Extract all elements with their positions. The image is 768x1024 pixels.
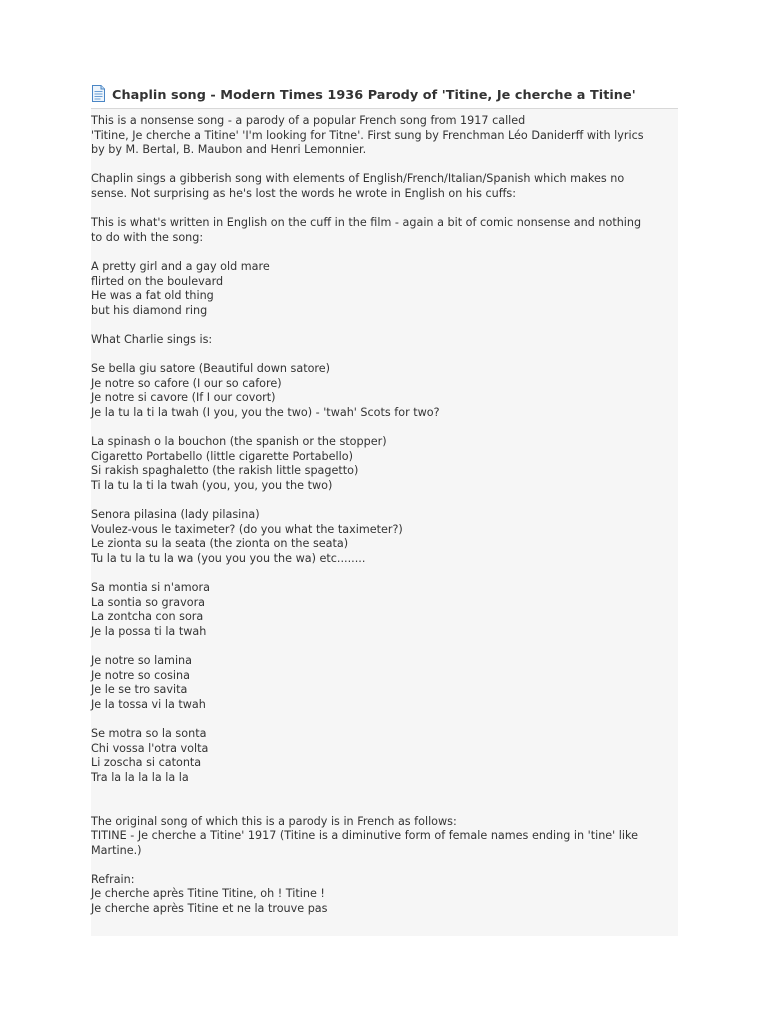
verse [91, 581, 676, 639]
lyric-line: A pretty girl and a gay old mare [91, 259, 270, 273]
lyric-line: Se bella giu satore (Beautiful down satore) [91, 362, 331, 376]
lyric-line: Je la tu la ti la twah (I you, you the two) - 'twah' Scots for two? [91, 405, 440, 419]
lyric-line: Je cherche après Titine et ne la trouve pas [91, 902, 328, 916]
lyric-line: Je notre so cafore (I our so cafore) [91, 376, 282, 390]
lyric-line: Sa montia si n'amora [91, 581, 210, 594]
verse [91, 654, 676, 712]
lyric-line: Se motra so la sonta [91, 726, 207, 740]
lyric-line: Je cherche après Titine Titine, oh ! Titine ! [91, 887, 325, 901]
text-line: Martine.) [91, 843, 142, 857]
lyric-line: Voulez-vous le taximeter? (do you what the taximeter?) [91, 522, 403, 536]
intro-paragraph [91, 114, 676, 158]
original-paragraph [91, 815, 676, 859]
text-line: by by M. Bertal, B. Maubon and Henri Lemonnier. [91, 143, 367, 157]
verse [91, 727, 676, 785]
sings-intro [91, 333, 676, 348]
lyric-line: La sontia so gravora [91, 595, 206, 609]
lyric-line: Chi vossa l'otra volta [91, 741, 209, 755]
lyric-line: Le zionta su la seata (the zionta on the seata) [91, 537, 349, 551]
lyric-line: Je notre si cavore (If I our covort) [91, 391, 276, 405]
document-icon [92, 85, 105, 102]
lyric-line: but his diamond ring [91, 303, 208, 317]
post-body [91, 109, 678, 936]
lyric-line: Si rakish spaghaletto (the rakish little spagetto) [91, 464, 359, 478]
post [91, 82, 678, 936]
verse [91, 362, 676, 420]
text-line: The original song of which this is a parody is in French as follows: [91, 814, 457, 828]
lyric-line: La spinash o la bouchon (the spanish or the stopper) [91, 435, 387, 449]
text-line: What Charlie sings is: [91, 332, 213, 346]
text-line: to do with the song: [91, 230, 204, 244]
text-line: 'Titine, Je cherche a Titine' 'I'm looking for Titne'. First sung by Frenchman Léo Daniderff with lyrics [91, 128, 644, 142]
text-line: Chaplin sings a gibberish song with elements of English/French/Italian/Spanish which makes no [91, 172, 625, 186]
lyric-line: Li zoscha si catonta [91, 756, 202, 770]
spacer [91, 800, 676, 815]
text-line: This is a nonsense song - a parody of a popular French song from 1917 called [91, 114, 526, 127]
text-line: This is what's written in English on the cuff in the film - again a bit of comic nonsense and nothing [91, 216, 642, 230]
lyric-line: Je notre so lamina [91, 653, 192, 667]
lyric-line: Je la tossa vi la twah [91, 697, 206, 711]
refrain-label: Refrain: [91, 872, 135, 886]
text-line: sense. Not surprising as he's lost the words he wrote in English on his cuffs: [91, 186, 517, 200]
lyric-line: Senora pilasina (lady pilasina) [91, 508, 260, 522]
lyric-line: Tu la tu la tu la wa (you you you the wa) etc........ [91, 551, 366, 565]
lyric-line: Je le se tro savita [91, 683, 188, 697]
lyric-line: Ti la tu la ti la twah (you, you, you the two) [91, 478, 333, 492]
post-title[interactable]: Chaplin song - Modern Times 1936 Parody of 'Titine, Je cherche a Titine' [112, 88, 636, 103]
lyric-line: flirted on the boulevard [91, 274, 224, 288]
verse [91, 435, 676, 493]
lyric-line: La zontcha con sora [91, 610, 204, 624]
post-header [91, 82, 678, 109]
refrain [91, 873, 676, 917]
text-line: TITINE - Je cherche a Titine' 1917 (Titine is a diminutive form of female names ending in 'tine' like [91, 829, 638, 843]
cuff-lyrics [91, 260, 676, 318]
lyric-line: He was a fat old thing [91, 289, 214, 303]
verse [91, 508, 676, 566]
lyric-line: Tra la la la la la la [91, 770, 189, 784]
lyric-line: Je notre so cosina [91, 668, 190, 682]
lyric-line: Je la possa ti la twah [91, 624, 207, 638]
cuff-paragraph [91, 216, 676, 245]
gibberish-paragraph [91, 172, 676, 201]
lyric-line: Cigaretto Portabello (little cigarette Portabello) [91, 449, 353, 463]
